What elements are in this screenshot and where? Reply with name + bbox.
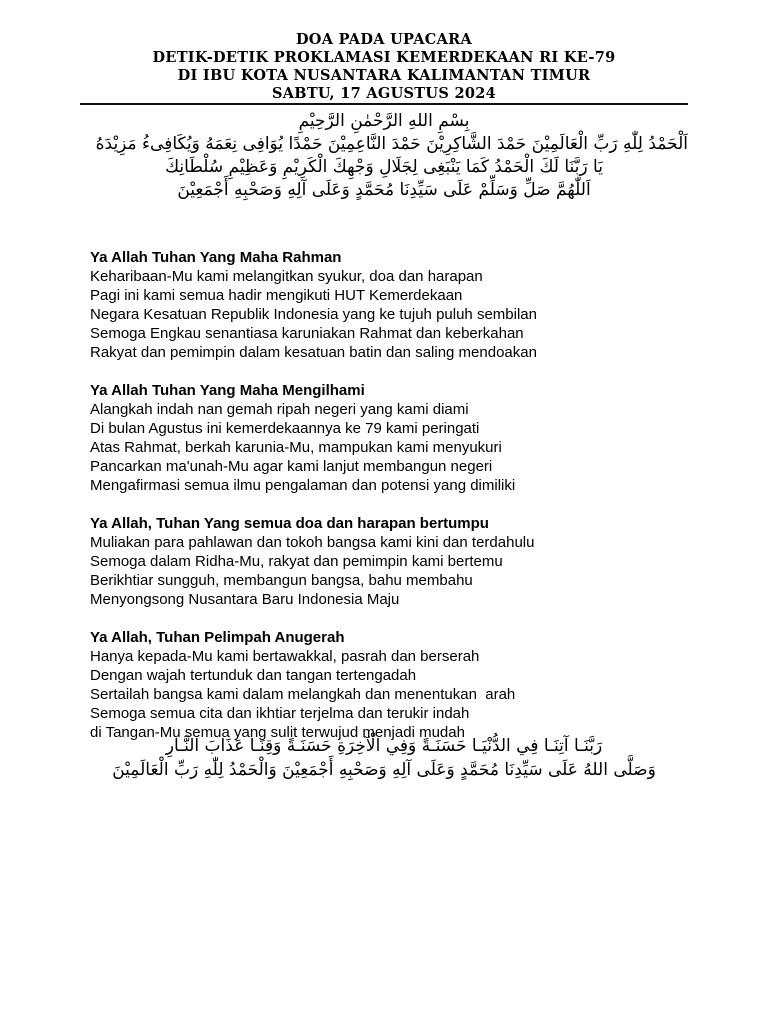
stanza-line: Keharibaan-Mu kami melangitkan syukur, doa dan harapan — [90, 268, 483, 285]
closing-dua-line: رَبَّنَـا آتِنَـا فِي الدُّنْيَـا حَسَنَـةً وَفِي الْآخِرَةِ حَسَنَـةً وَقِنَـا عَذَابَ النَّـارِ — [165, 736, 603, 756]
header-divider — [80, 103, 688, 105]
header-location: DI IBU KOTA NUSANTARA KALIMANTAN TIMUR — [177, 67, 591, 84]
stanza-line: Semoga semua cita dan ikhtiar terjelma dan terukir indah — [90, 705, 470, 722]
closing-salawat-line: وَصَلَّى اللهُ عَلَى سَيِّدِنَا مُحَمَّدٍ وَعَلَى آلِهِ وَصَحْبِهِ أَجْمَعِيْنَ وَالْحَمْدُ لِلّٰهِ رَبِّ الْعَالَمِيْنَ — [112, 760, 656, 780]
stanza-line: Sertailah bangsa kami dalam melangkah dan menentukan arah — [90, 686, 516, 703]
stanza-line: Berikhtiar sungguh, membangun bangsa, bahu membahu — [90, 572, 473, 589]
stanza — [90, 248, 688, 362]
stanza-line: Semoga Engkau senantiasa karuniakan Rahmat dan keberkahan — [90, 325, 524, 342]
stanza-line: Mengafirmasi semua ilmu pengalaman dan potensi yang dimiliki — [90, 477, 516, 494]
basmalah: بِسْمِ اللهِ الرَّحْمٰنِ الرَّحِيْمِ — [298, 111, 470, 131]
arabic-closing — [80, 734, 688, 782]
stanza-line: Atas Rahmat, berkah karunia-Mu, mampukan kami menyukuri — [90, 439, 502, 456]
hamdalah: اَلْحَمْدُ لِلّٰهِ رَبِّ الْعَالَمِيْنَ حَمْدَ الشَّاكِرِيْنَ حَمْدَ النَّاعِمِيْنَ حَمْدًا يُوَافِى نِعَمَهُ وَيُكَافِىءُ مَزِيْدَهُ — [95, 134, 688, 154]
stanza-line: Hanya kepada-Mu kami bertawakkal, pasrah dan berserah — [90, 648, 480, 665]
stanza-title: Ya Allah Tuhan Yang Maha Rahman — [90, 249, 342, 266]
stanza-line: Di bulan Agustus ini kemerdekaannya ke 79 kami peringati — [90, 420, 480, 437]
arabic-opening — [80, 110, 688, 202]
stanza-line: Pagi ini kami semua hadir mengikuti HUT Kemerdekaan — [90, 287, 463, 304]
stanza-line: Negara Kesatuan Republik Indonesia yang ke tujuh puluh sembilan — [90, 306, 537, 323]
stanza-title: Ya Allah, Tuhan Pelimpah Anugerah — [90, 629, 345, 646]
stanza-line: Alangkah indah nan gemah ripah negeri yang kami diami — [90, 401, 469, 418]
stanza-title: Ya Allah Tuhan Yang Maha Mengilhami — [90, 382, 365, 399]
stanza-line: Pancarkan ma'unah-Mu agar kami lanjut membangun negeri — [90, 458, 493, 475]
prayer-body — [90, 248, 688, 761]
stanza-line: Menyongsong Nusantara Baru Indonesia Maju — [90, 591, 400, 608]
stanza-line: Rakyat dan pemimpin dalam kesatuan batin dan saling mendoakan — [90, 344, 537, 361]
stanza — [90, 628, 688, 742]
stanza-line: Semoga dalam Ridha-Mu, rakyat dan pemimpin kami bertemu — [90, 553, 503, 570]
stanza-line: Muliakan para pahlawan dan tokoh bangsa kami kini dan terdahulu — [90, 534, 535, 551]
header-event: DETIK-DETIK PROKLAMASI KEMERDEKAAN RI KE-79 — [152, 49, 616, 66]
salawat-line: اَللّٰهُمَّ صَلِّ وَسَلِّمْ عَلَى سَيِّدِنَا مُحَمَّدٍ وَعَلَى آلِهِ وَصَحْبِهِ أَجْمَعِيْنَ — [177, 180, 591, 200]
stanza — [90, 514, 688, 609]
header-title: DOA PADA UPACARA — [295, 31, 473, 48]
stanza-line: Dengan wajah tertunduk dan tangan tertengadah — [90, 667, 417, 684]
stanza-title: Ya Allah, Tuhan Yang semua doa dan harapan bertumpu — [90, 515, 489, 532]
stanza — [90, 381, 688, 495]
praise-line: يَا رَبَّنَا لَكَ الْحَمْدُ كَمَا يَنْبَغِى لِجَلَالِ وَجْهِكَ الْكَرِيْمِ وَعَظِيْمِ سُلْطَانِكَ — [165, 157, 603, 177]
stanza-line: di Tangan-Mu semua yang sulit terwujud menjadi mudah — [90, 724, 465, 741]
header-date: SABTU, 17 AGUSTUS 2024 — [271, 85, 497, 102]
document-header — [80, 31, 688, 103]
